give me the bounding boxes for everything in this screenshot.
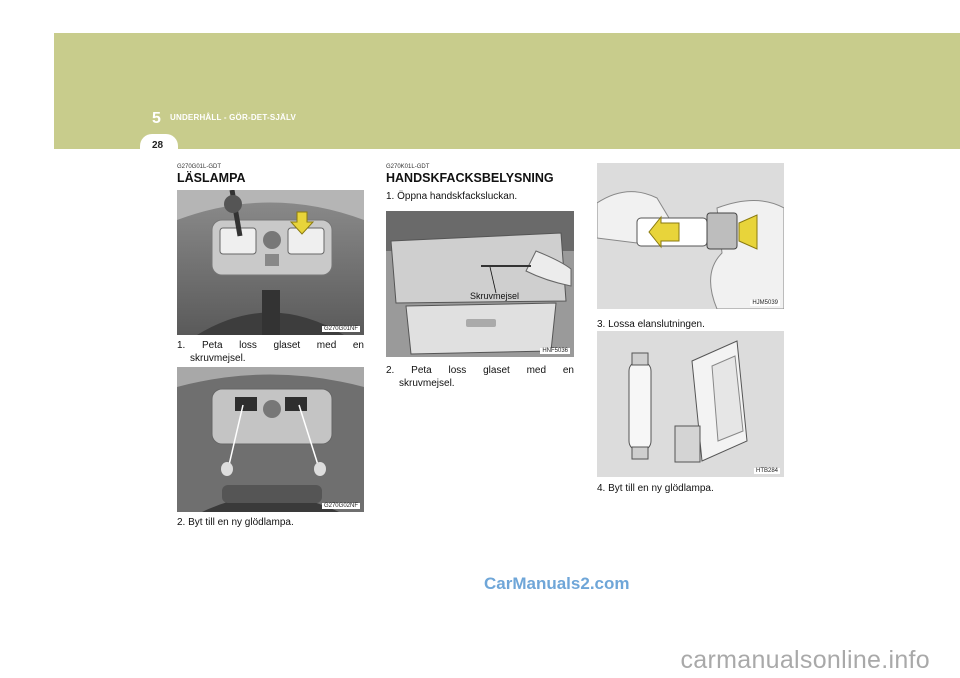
section-code-handskfack: G270K01L-GDT	[386, 164, 430, 170]
figure-code: HJM5039	[752, 300, 778, 306]
figure-code: G270G01NF	[323, 326, 358, 332]
chapter-number: 5	[152, 110, 161, 127]
heading-handskfack: HANDSKFACKSBELYSNING	[386, 171, 554, 185]
step1-line1: 1. Peta loss glaset med en	[177, 340, 364, 351]
figure-code: HTB284	[755, 468, 778, 474]
step3-text: 3. Lossa elanslutningen.	[597, 319, 705, 330]
step4-text: 4. Byt till en ny glödlampa.	[597, 483, 714, 494]
page-number: 28	[152, 140, 164, 151]
chapter-header-band	[54, 33, 960, 149]
step2-text: 2. Byt till en ny glödlampa.	[177, 517, 294, 528]
figure-reading-lamp-removal	[177, 190, 364, 335]
section-code-laslampa: G270G01L-GDT	[177, 164, 222, 170]
footer-site-watermark: carmanualsonline.info	[680, 646, 930, 674]
figure-code: HNF5036	[542, 348, 568, 354]
figure-code: G270G02NF	[323, 503, 358, 509]
step1-line2: skruvmejsel.	[190, 353, 246, 364]
watermark-link[interactable]: CarManuals2.com	[484, 574, 630, 593]
step2-line2: skruvmejsel.	[399, 378, 455, 389]
figure-bulb-holder	[597, 331, 784, 477]
heading-laslampa: LÄSLAMPA	[177, 171, 246, 185]
figure-reading-lamp-bulbs	[177, 367, 364, 512]
screwdriver-label: Skruvmejsel	[470, 291, 520, 301]
step1-text: 1. Öppna handskfacksluckan.	[386, 191, 518, 202]
figure-glovebox	[386, 211, 574, 357]
figure-connector	[597, 163, 784, 309]
chapter-title: UNDERHÅLL - GÖR-DET-SJÄLV	[170, 113, 297, 122]
step2-line1: 2. Peta loss glaset med en	[386, 365, 574, 376]
